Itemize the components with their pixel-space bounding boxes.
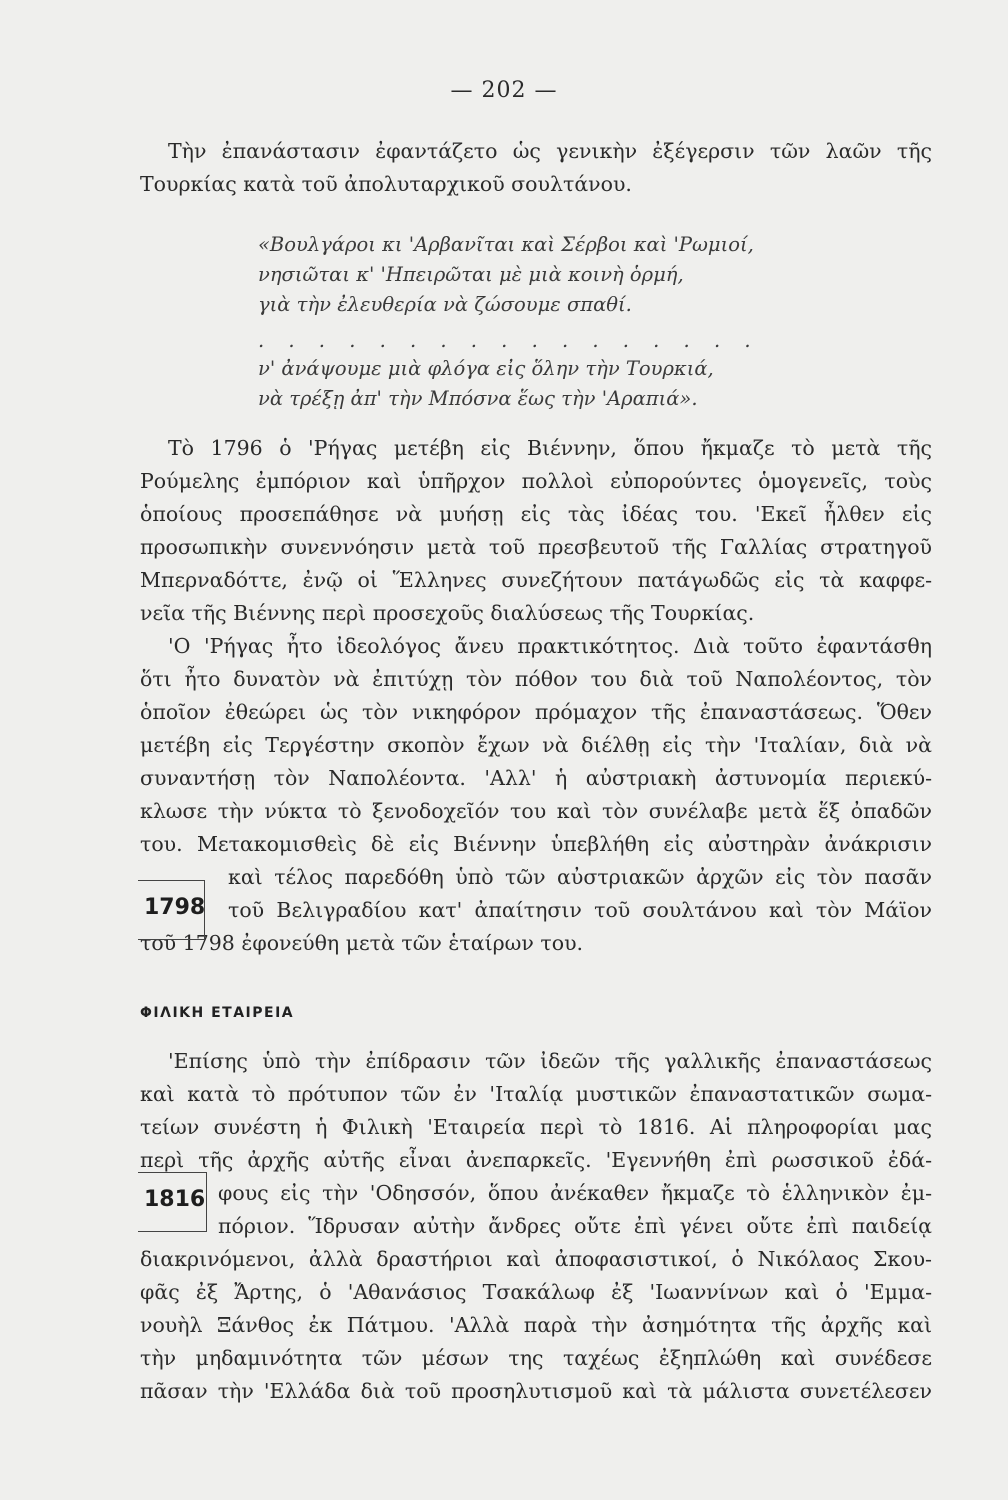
text-line: περὶ τῆς ἀρχῆς αὐτῆς εἶναι ἀνεπαρκεῖς. 'Εγεννήθη ἐπὶ ρωσσικοῦ ἐδά- <box>140 1148 932 1172</box>
text-line: Τὴν ἐπανάστασιν ἐφαντάζετο ὡς γενικὴν ἐξέγερσιν τῶν λαῶν τῆς <box>168 139 932 163</box>
margin-year-box <box>138 880 205 940</box>
text-line: πόριον. Ἵδρυσαν αὐτὴν ἄνδρες οὔτε ἐπὶ γένει οὔτε ἐπὶ παιδείᾳ <box>218 1214 932 1238</box>
text-line: τὴν μηδαμινότητα τῶν μέσων της ταχέως ἐξηπλώθη καὶ συνέδεσε <box>140 1346 932 1370</box>
text-line: καὶ κατὰ τὸ πρότυπον τῶν ἐν 'Ιταλίᾳ μυστικῶν ἐπαναστατικῶν σωμα- <box>140 1082 932 1106</box>
text-line: Μπερναδόττε, ἐνῷ οἱ Ἕλληνες συνεζήτουν πατάγωδῶς εἰς τὰ καφφε- <box>140 568 932 592</box>
text-line: προσωπικὴν συνεννόησιν μετὰ τοῦ πρεσβευτοῦ τῆς Γαλλίας στρατηγοῦ <box>140 535 932 559</box>
text-line: Ρούμελης ἐμπόριον καὶ ὑπῆρχον πολλοὶ εὐπορούντες ὁμογενεῖς, τοὺς <box>140 469 932 493</box>
text-line: νουὴλ Ξάνθος ἐκ Πάτμου. 'Αλλὰ παρὰ τὴν ἀσημότητα τῆς ἀρχῆς καὶ <box>140 1313 932 1337</box>
text-line: ὅτι ἦτο δυνατὸν νὰ ἐπιτύχῃ τὸν πόθον του διὰ τοῦ Ναπολέοντος, τὸν <box>140 667 932 691</box>
intro-paragraph <box>140 135 932 201</box>
page-number: — 202 — <box>450 78 558 103</box>
margin-year-1816: 1816 <box>144 1187 206 1212</box>
text-line: πᾶσαν τὴν 'Ελλάδα διὰ τοῦ προσηλυτισμοῦ καὶ τὰ μάλιστα συνετέλεσεν <box>140 1379 932 1403</box>
text-line: ὁποίους προσεπάθησε νὰ μυήσῃ εἰς τὰς ἰδέας του. 'Εκεῖ ἦλθεν εἰς <box>140 502 932 526</box>
section-heading: ΦΙΛΙΚΗ ΕΤΑΙΡΕΙΑ <box>140 1005 295 1021</box>
text-line: 'Ο 'Ρήγας ἦτο ἰδεολόγος ἄνευ πρακτικότητος. Διὰ τοῦτο ἐφαντάσθη <box>168 634 932 658</box>
text-line: φᾶς ἐξ Ἄρτης, ὁ 'Αθανάσιος Τσακάλωφ ἐξ 'Ιωαννίνων καὶ ὁ 'Εμμα- <box>140 1280 932 1304</box>
paragraph-rigas-arrest <box>140 630 932 960</box>
text-line: μετέβη εἰς Τεργέστην σκοπὸν ἔχων νὰ διέλθῃ εἰς τὴν 'Ιταλίαν, διὰ νὰ <box>140 733 932 757</box>
poem-ellipsis: . . . . . . . . . . . . . . . . . <box>258 329 760 352</box>
text-line: τοῦ 1798 ἐφονεύθη μετὰ τῶν ἑταίρων του. <box>140 931 584 955</box>
text-line: διακρινόμενοι, ἀλλὰ δραστήριοι καὶ ἀποφασιστικοί, ὁ Νικόλαος Σκου- <box>140 1247 932 1271</box>
poem-quote <box>258 230 760 414</box>
poem-line: νὰ τρέξῃ ἀπ' τὴν Μπόσνα ἕως τὴν 'Αραπιά». <box>258 387 698 410</box>
poem-line: νησιῶται κ' 'Ηπειρῶται μὲ μιὰ κοινὴ ὁρμή, <box>258 263 684 286</box>
text-line: τείων συνέστη ἡ Φιλικὴ 'Εταιρεία περὶ τὸ 1816. Αἱ πληροφορίαι μας <box>140 1115 932 1139</box>
text-line: νεῖα τῆς Βιέννης περὶ προσεχοῦς διαλύσεως τῆς Τουρκίας. <box>140 601 755 625</box>
poem-line: γιὰ τὴν ἐλευθερία νὰ ζώσουμε σπαθί. <box>258 293 632 316</box>
text-line: Τουρκίας κατὰ τοῦ ἀπολυταρχικοῦ σουλτάνου. <box>140 172 632 196</box>
text-line: 'Επίσης ὑπὸ τὴν ἐπίδρασιν τῶν ἰδεῶν τῆς γαλλικῆς ἐπαναστάσεως <box>168 1049 932 1073</box>
text-line: του. Μετακομισθεὶς δὲ εἰς Βιέννην ὑπεβλήθη εἰς αὐστηρὰν ἀνάκρισιν <box>140 832 932 856</box>
text-line: ὁποῖον ἐθεώρει ὡς τὸν νικηφόρον πρόμαχον τῆς ἐπαναστάσεως. Ὅθεν <box>140 700 932 724</box>
margin-year-1798: 1798 <box>144 895 206 920</box>
text-line: συναντήσῃ τὸν Ναπολέοντα. 'Αλλ' ἡ αὐστριακὴ ἀστυνομία περιεκύ- <box>140 766 932 790</box>
paragraph-rigas-vienna <box>140 432 932 630</box>
poem-line: «Βουλγάροι κι 'Αρβανῖται καὶ Σέρβοι καὶ 'Ρωμιοί, <box>258 233 754 256</box>
text-line: Τὸ 1796 ὁ 'Ρήγας μετέβη εἰς Βιέννην, ὅπου ἤκμαζε τὸ μετὰ τῆς <box>168 436 932 460</box>
text-line: καὶ τέλος παρεδόθη ὑπὸ τῶν αὐστριακῶν ἀρχῶν εἰς τὸν πασᾶν <box>228 865 932 889</box>
paragraph-filiki-etaireia <box>140 1045 932 1408</box>
text-line: τοῦ Βελιγραδίου κατ' ἀπαίτησιν τοῦ σουλτάνου καὶ τὸν Μάϊον <box>228 898 932 922</box>
poem-line: ν' ἀνάψουμε μιὰ φλόγα εἰς ὅλην τὴν Τουρκιά, <box>258 357 714 380</box>
text-line: κλωσε τὴν νύκτα τὸ ξενοδοχεῖόν του καὶ τὸν συνέλαβε μετὰ ἕξ ὀπαδῶν <box>140 799 932 823</box>
margin-year-box <box>138 1172 207 1232</box>
text-line: φους εἰς τὴν 'Οδησσόν, ὅπου ἀνέκαθεν ἤκμαζε τὸ ἑλληνικὸν ἐμ- <box>218 1181 932 1205</box>
